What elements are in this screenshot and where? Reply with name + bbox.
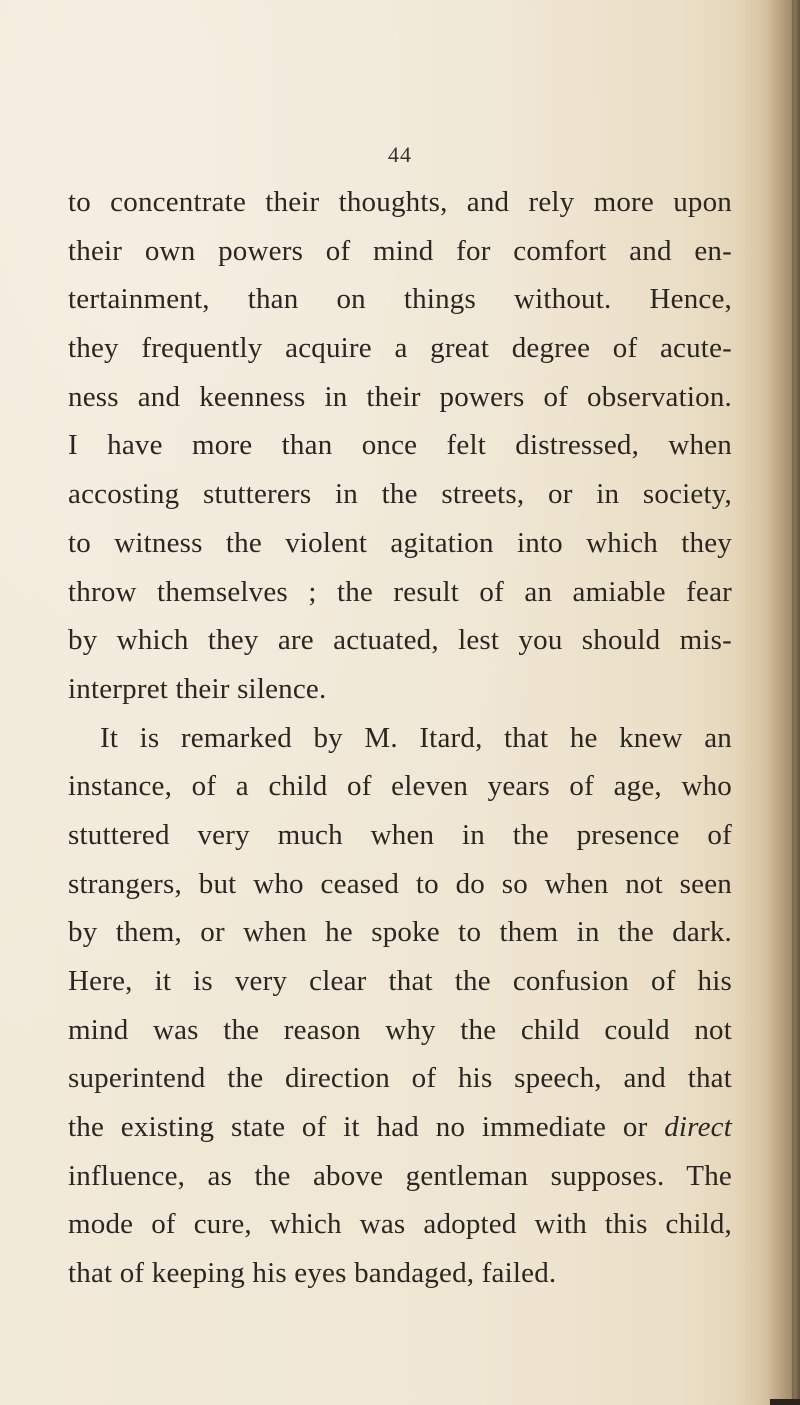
corner-mark — [770, 1399, 800, 1405]
text-line: to witness the violent agitation into which they — [68, 526, 732, 559]
page-number: 44 — [388, 142, 412, 167]
text-line: influence, as the above gentleman supposes. The — [68, 1159, 732, 1192]
italic-word: direct — [664, 1111, 732, 1144]
text-line: instance, of a child of eleven years of age, who — [68, 770, 732, 803]
text-line: that of keeping his eyes bandaged, failed. — [68, 1257, 557, 1290]
text-line: their own powers of mind for comfort and en- — [68, 234, 732, 267]
text-line: to concentrate their thoughts, and rely more upon — [68, 186, 732, 218]
text-line: ness and keenness in their powers of observation. — [68, 380, 732, 413]
text-line: by them, or when he spoke to them in the dark. — [68, 916, 732, 949]
text-fragment: the existing state of it had no immediate or — [68, 1111, 665, 1144]
text-line: by which they are actuated, lest you should mis- — [68, 624, 732, 657]
text-line: mind was the reason why the child could not — [68, 1013, 732, 1046]
text-line: interpret their silence. — [68, 672, 327, 705]
text-line: It is remarked by M. Itard, that he knew an — [100, 721, 732, 754]
text-line: mode of cure, which was adopted with this child, — [68, 1208, 732, 1241]
text-line: they frequently acquire a great degree of acute- — [68, 332, 732, 365]
text-line: accosting stutterers in the streets, or in society, — [68, 478, 732, 511]
text-line: Here, it is very clear that the confusion of his — [68, 965, 732, 997]
text-line: I have more than once felt distressed, when — [68, 429, 732, 462]
text-line: stuttered very much when in the presence of — [68, 818, 732, 851]
text-line: throw themselves ; the result of an amiable fear — [68, 575, 732, 608]
text-line: tertainment, than on things without. Hence, — [68, 283, 732, 316]
page-edge-shadow — [738, 0, 800, 1405]
body-text — [68, 178, 732, 1298]
text-line-with-italic — [68, 1103, 732, 1152]
page-edge-line — [792, 0, 794, 1405]
text-line: strangers, but who ceased to do so when not seen — [68, 867, 732, 900]
text-line: superintend the direction of his speech, and that — [68, 1062, 732, 1095]
